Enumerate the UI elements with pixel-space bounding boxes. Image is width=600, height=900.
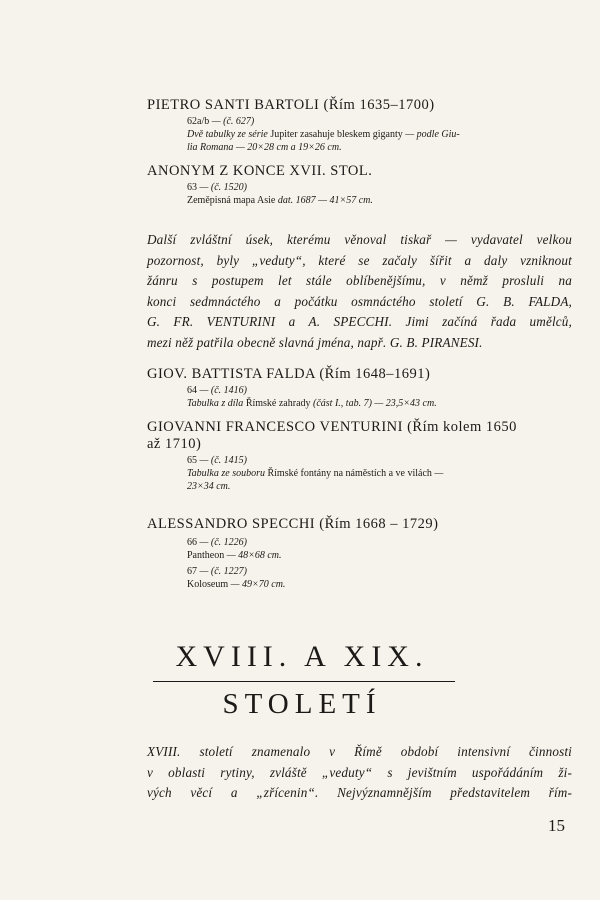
artist-heading: ANONYM Z KONCE XVII. STOL. [147, 163, 373, 179]
entry-venturini [147, 419, 572, 493]
paragraph-line: XVIII. století znamenalo v Římě období intensivní činnosti [147, 744, 572, 759]
artwork-description: Pantheon — 48×68 cm. [187, 550, 282, 561]
paragraph-line: konci sedmnáctého a počátku osmnáctého století G. B. FALDA, [147, 293, 572, 309]
section-title-century: XVIII. A XIX. [175, 640, 429, 673]
artwork-description: Tabulka z díla Římské zahrady (část I., tab. 7) — 23,5×43 cm. [187, 398, 437, 409]
artwork-description: Koloseum — 49×70 cm. [187, 579, 286, 590]
artwork-description: Dvě tabulky ze série Jupiter zasahuje bleskem giganty — podle Giu- [187, 129, 460, 140]
catalog-number: 65 — (č. 1415) [187, 455, 247, 466]
paragraph-line: Další zvláštní úsek, kterému věnoval tiskař — vydavatel velkou [147, 232, 572, 247]
paragraph-line: G. FR. VENTURINI a A. SPECCHI. Jimi začíná řada umělců, [147, 314, 572, 330]
artist-heading: PIETRO SANTI BARTOLI (Řím 1635–1700) [147, 97, 435, 113]
paragraph-line: mezi něž patřila obecně slavná jména, např. G. B. PIRANESI. [147, 334, 483, 350]
artwork-description: Tabulka ze souboru Římské fontány na náměstích a ve vilách — [187, 468, 444, 479]
artwork-description-cont: lia Romana — 20×28 cm a 19×26 cm. [187, 142, 342, 153]
catalog-number: 66 — (č. 1226) [187, 537, 247, 548]
page-number: 15 [548, 816, 565, 835]
artist-heading: GIOVANNI FRANCESCO VENTURINI (Řím kolem 1650 [147, 419, 517, 435]
catalog-number: 63 — (č. 1520) [187, 182, 247, 193]
paragraph-line: vých věcí a „zřícenin“. Nejvýznamnějším představitelem řím- [147, 785, 572, 801]
artwork-description-cont: 23×34 cm. [187, 481, 231, 492]
entry-specchi [147, 516, 572, 591]
paragraph-line: žánru s postupem let stále oblíbenějšímu, v němž prosluli na [147, 273, 572, 289]
catalog-number: 64 — (č. 1416) [187, 385, 247, 396]
section-title-stoleti: STOLETÍ [222, 688, 382, 720]
entry-anonym [147, 163, 572, 207]
entry-falda [147, 366, 572, 410]
artist-heading: GIOV. BATTISTA FALDA (Řím 1648–1691) [147, 366, 431, 382]
paragraph-line: pozornost, byly „veduty“, které se začaly šířit a daly vzniknout [147, 252, 572, 268]
artist-heading-cont: až 1710) [147, 436, 202, 452]
section-paragraph [147, 742, 572, 804]
intro-paragraph [147, 230, 572, 354]
section-divider [153, 681, 455, 682]
artist-heading: ALESSANDRO SPECCHI (Řím 1668 – 1729) [147, 516, 439, 532]
catalog-number: 62a/b — (č. 627) [187, 116, 255, 127]
entry-bartoli [147, 97, 572, 154]
artwork-description: Zeměpisná mapa Asie dat. 1687 — 41×57 cm. [187, 195, 373, 206]
paragraph-line: v oblasti rytiny, zvláště „veduty“ s jevištním uspořádáním ži- [147, 764, 572, 780]
catalog-number: 67 — (č. 1227) [187, 566, 247, 577]
